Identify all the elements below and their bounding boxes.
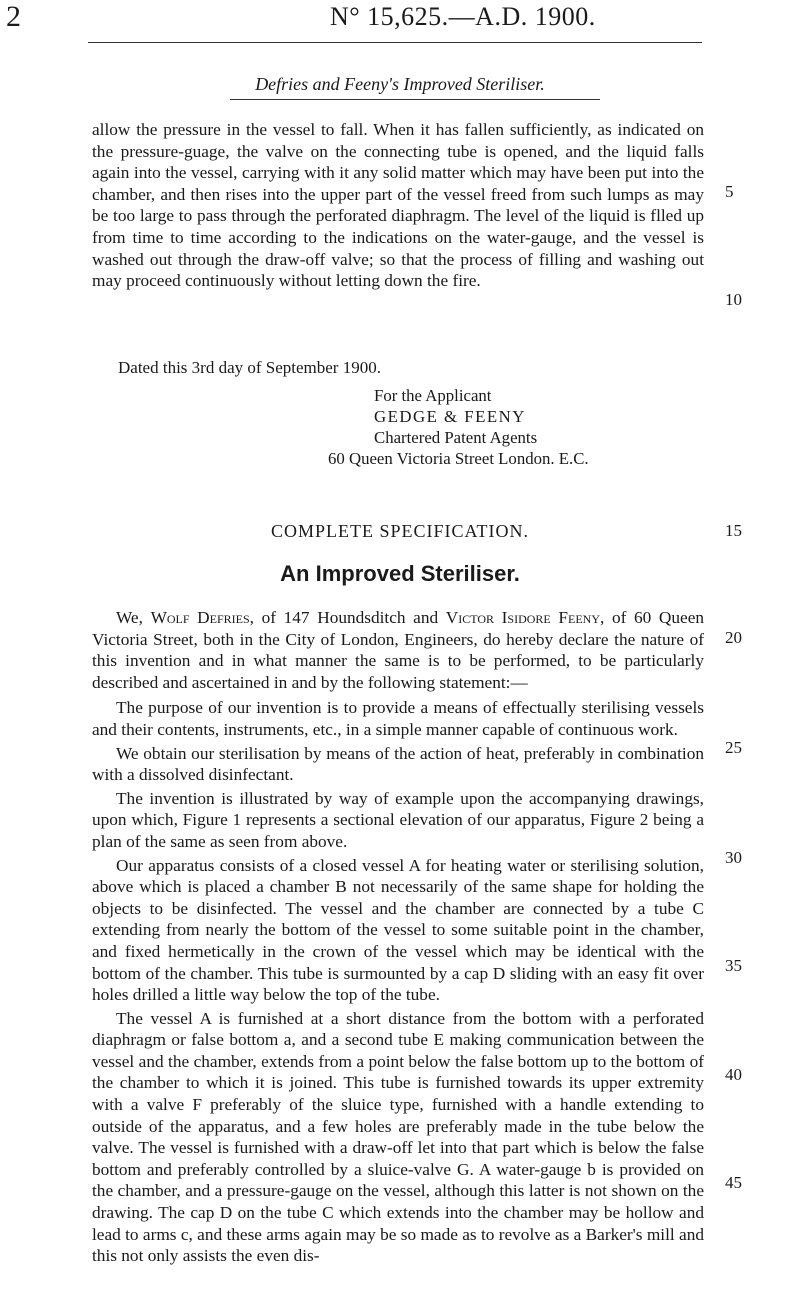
line-number: 5 (725, 182, 734, 201)
top-rule (88, 42, 702, 43)
specification-body (92, 607, 704, 1267)
provisional-paragraph (92, 119, 704, 292)
intro-mid: , of 147 Houndsditch and (249, 608, 446, 627)
running-head: Defries and Feeny's Improved Steriliser. (255, 74, 545, 94)
intro-we: We, (116, 608, 151, 627)
complete-spec-heading: COMPLETE SPECIFICATION. (270, 521, 530, 541)
inventor-name-1: Wolf Defries (150, 608, 250, 627)
line-number: 30 (725, 848, 742, 867)
signature-role: Chartered Patent Agents (374, 428, 538, 447)
line-number: 15 (725, 521, 742, 540)
line-number: 25 (725, 738, 742, 757)
dated-line: Dated this 3rd day of September 1900. (118, 358, 381, 377)
line-number: 10 (725, 290, 742, 309)
line-number: 45 (725, 1173, 742, 1192)
provisional-text: allow the pressure in the vessel to fall. When it has fallen sufficiently, as indicated on the pressure-guage, the valve on the connecting tube is opened, and the liquid falls again into the vessel, carrying with it any solid matter which may have been put into the chamber, and then rises into the upper part of the vessel freed from such lumps as may be too large to pass through the perforated diaphragm. The level of the liquid is flled up from time to time according to the indications on the water-gauge, and the vessel is washed out through the draw-off valve; so that the process of filling and washing out may proceed continuously without letting down the fire. (92, 120, 704, 291)
line-number: 35 (725, 956, 742, 975)
running-head-rule (230, 99, 600, 100)
spec-paragraph: The purpose of our invention is to provide a means of effectually sterilising vessels and their contents, instruments, etc., in a simple manner capable of continuous work. (92, 698, 704, 739)
spec-paragraph: Our apparatus consists of a closed vessel A for heating water or sterilising solution, above which is placed a chamber B not necessarily of the same shape for holding the objects to be disinfected. The vessel and the chamber are connected by a tube C extending from nearly the bottom of the vessel to some suitable point in the chamber, and fixed hermetically in the crown of the vessel which may be identical with the bottom of the chamber. This tube is surmounted by a cap D sliding with an easy fit over holes drilled a little way below the top of the tube. (92, 855, 704, 1005)
page-number: 2 (6, 0, 21, 33)
line-number: 20 (725, 628, 742, 647)
spec-paragraph: We obtain our sterilisation by means of the action of heat, preferably in combination with a dissolved disinfectant. (92, 743, 704, 785)
spec-intro (92, 607, 704, 693)
signature-address: 60 Queen Victoria Street London. E.C. (328, 449, 589, 468)
spec-paragraph: The vessel A is furnished at a short distance from the bottom with a perforated diaphragm or false bottom a, and a second tube E making communication between the vessel and the chamber, extends from a point below the false bottom up to the bottom of the chamber to which it is joined. This tube is furnished towards its upper extremity with a valve F preferably of the sluice type, furnished with a handle extending to outside of the apparatus, and a few holes are preferably made in the tube below the valve. The vessel is furnished with a draw-off let into that part which is below the false bottom and preferably controlled by a sluice-valve G. A water-gauge b is provided on the chamber, and a pressure-gauge on the vessel, although this latter is not shown on the drawing. The cap D on the tube C which extends into the chamber may be hollow and lead to arms c, and these arms again may be so made as to revolve as a Barker's mill and this not only assists the even dis- (92, 1008, 704, 1266)
inventor-name-2: Victor Isidore Feeny (445, 608, 600, 627)
spec-paragraph: The invention is illustrated by way of example upon the accompanying drawings, upon which, Figure 1 represents a sectional elevation of our apparatus, Figure 2 being a plan of the same as seen from above. (92, 788, 704, 851)
patent-number: N° 15,625.—A.D. 1900. (330, 2, 596, 31)
signature-for: For the Applicant (374, 386, 492, 405)
intro-rest: , of 60 Queen Victoria Street, both in the City of London, Engineers, do hereby declare the nature of this invention and in what manner the same is to be performed, to be particularly described and ascertained in and by the following statement:— (92, 608, 705, 692)
spec-title: An Improved Steriliser. (280, 561, 520, 586)
signature-firm: GEDGE & FEENY (374, 407, 526, 426)
line-number: 40 (725, 1065, 742, 1084)
signature-block (328, 385, 589, 469)
